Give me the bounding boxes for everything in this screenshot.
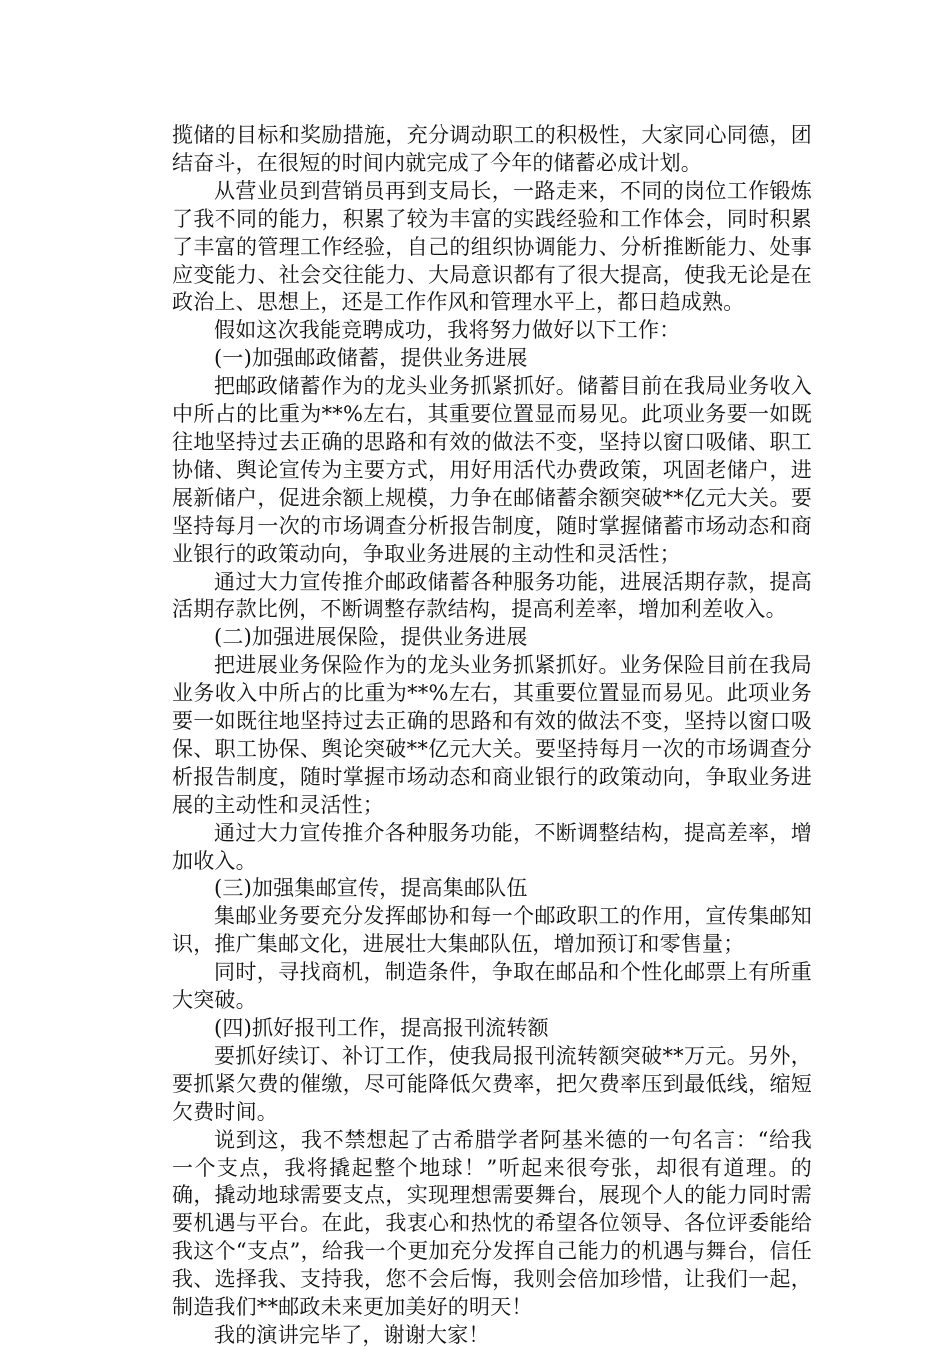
paragraph-savings-promotion: 通过大力宣传推介邮政储蓄各种服务功能，进展活期存款，提高活期存款比例，不断调整存款结构，提高利差率，增加利差收入。 bbox=[172, 569, 812, 622]
document-body bbox=[172, 122, 812, 1350]
paragraph-insurance-core: 把进展业务保险作为的龙头业务抓紧抓好。业务保险目前在我局业务收入中所占的比重为**%左右，其重要位置显而易见。此项业务要一如既往地坚持过去正确的思路和有效的做法不变，坚持以窗口吸保、职工协保、舆论突破**亿元大关。要坚持每月一次的市场调查分析报告制度，随时掌握市场动态和商业银行的政策动向，争取业务进展的主动性和灵活性； bbox=[172, 653, 812, 817]
paragraph-insurance-promotion: 通过大力宣传推介各种服务功能，不断调整结构，提高差率，增加收入。 bbox=[172, 820, 812, 873]
section-heading-newspapers: (四)抓好报刊工作，提高报刊流转额 bbox=[214, 1016, 549, 1040]
paragraph-experience: 从营业员到营销员再到支局长，一路走来，不同的岗位工作锻炼了我不同的能力，积累了较为丰富的实践经验和工作体会，同时积累了丰富的管理工作经验，自己的组织协调能力、分析推断能力、处事应变能力、社会交往能力、大局意识都有了很大提高，使我无论是在政治上、思想上，还是工作作风和管理水平上，都日趋成熟。 bbox=[172, 178, 812, 315]
paragraph-intro-plan: 假如这次我能竞聘成功，我将努力做好以下工作： bbox=[214, 318, 681, 343]
paragraph-archimedes-quote: 说到这，我不禁想起了古希腊学者阿基米德的一句名言：“给我一个支点，我将撬起整个地球！”听起来很夸张，却很有道理。的确，撬动地球需要支点，实现理想需要舞台，展现个人的能力同时需要机遇与平台。在此，我衷心和热忱的希望各位领导、各位评委能给我这个“支点”，给我一个更加充分发挥自己能力的机遇与舞台，信任我、选择我、支持我，您不会后悔，我则会倍加珍惜，让我们一起，制造我们**邮政未来更加美好的明天！ bbox=[172, 1127, 812, 1320]
paragraph-savings-core: 把邮政储蓄作为的龙头业务抓紧抓好。储蓄目前在我局业务收入中所占的比重为**%左右，其重要位置显而易见。此项业务要一如既往地坚持过去正确的思路和有效的做法不变，坚持以窗口吸储、职工协储、舆论宣传为主要方式，用好用活代办费政策，巩固老储户，进展新储户，促进余额上规模，力争在邮储蓄余额突破**亿元大关。要坚持每月一次的市场调查分析报告制度，随时掌握储蓄市场动态和商业银行的政策动向，争取业务进展的主动性和灵活性； bbox=[172, 374, 812, 566]
section-heading-savings: (一)加强邮政储蓄，提供业务进展 bbox=[214, 346, 528, 371]
paragraph-continuation: 揽储的目标和奖励措施，充分调动职工的积极性，大家同心同德，团结奋斗，在很短的时间内就完成了今年的储蓄必成计划。 bbox=[172, 123, 812, 175]
section-heading-philately: (三)加强集邮宣传，提高集邮队伍 bbox=[214, 876, 528, 901]
paragraph-philately-breakthrough: 同时，寻找商机，制造条件，争取在邮品和个性化邮票上有所重大突破。 bbox=[172, 960, 812, 1013]
section-heading-insurance: (二)加强进展保险，提供业务进展 bbox=[214, 625, 528, 650]
paragraph-philately-core: 集邮业务要充分发挥邮协和每一个邮政职工的作用，宣传集邮知识，推广集邮文化，进展壮大集邮队伍，增加预订和零售量； bbox=[172, 904, 812, 957]
paragraph-closing: 我的演讲完毕了，谢谢大家！ bbox=[214, 1322, 490, 1347]
paragraph-newspapers-core: 要抓好续订、补订工作，使我局报刊流转额突破**万元。另外，要抓紧欠费的催缴，尽可能降低欠费率，把欠费率压到最低线，缩短欠费时间。 bbox=[172, 1043, 812, 1124]
